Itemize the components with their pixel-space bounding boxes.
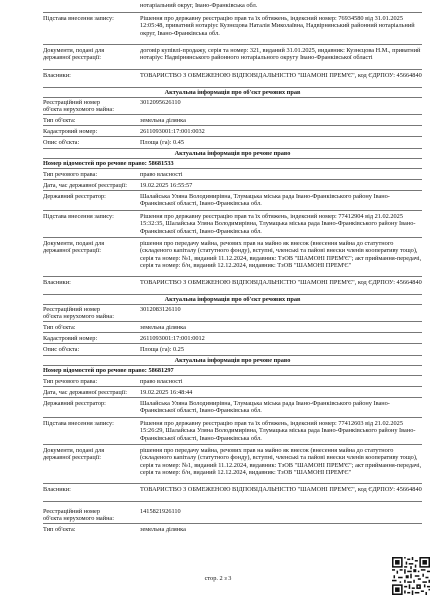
right-heading: Актуальна інформація про речове право [174,357,291,364]
object-type-label: Тип об'єкта: [43,117,76,124]
right-docs-label: Документи, подані для державної реєстрації: [43,447,105,462]
divider [43,483,422,484]
right-registrar-label: Державний реєстратор: [43,400,106,407]
divider [43,343,422,344]
basis-label: Підстава внесення запису: [43,15,114,22]
right-type-label: Тип речового права: [43,171,98,178]
right-record-number: Номер відомостей про речове право: 58681297 [43,367,174,374]
divider [43,136,422,137]
right-registrar-value: Шалайська Уляна Володимирівна, Тлумацька міська рада Івано-Франківського району Івано-Франківської області, Івано-Франківська обл. [140,400,390,415]
object-cad-label: Кадастровий номер: [43,335,98,342]
right-date-value: 19.02.2025 16:55:57 [140,182,193,189]
qr-code [392,557,430,595]
right-record-number: Номер відомостей про речове право: 58681533 [43,160,174,167]
divider [43,148,422,149]
right-docs-label: Документи, подані для державної реєстрації: [43,240,105,255]
divider [43,294,422,295]
object-reg-value: 1415821926110 [140,508,181,515]
right-basis-value: Рішення про державну реєстрацію прав та їх обтяжень, індексний номер: 77412904 від 21.02.2025 15:32:35, Шалайська Уляна Володимирівна, Тлумацька міська рада Івано-Франківського району Івано-Франківської області, Івано-Франківська обл. [140,213,416,235]
object-reg-value: 3012095626110 [140,99,181,106]
divider [43,386,422,387]
divider [43,501,422,502]
divider [43,276,422,277]
object-cad-value: 2611093001:17:001:0032 [140,128,205,135]
object-type-label: Тип об'єкта: [43,526,76,533]
divider [43,375,422,376]
divider [43,97,422,98]
right-docs-value: рішення про передачу майна, речових прав на майно як внесок (внесення майна до статутного (складеного капіталу (статутного фонду), вступні, членські та пайові внески членів кооперативу тощо), серія та номер: №1, виданий 11.12.2024, видавник: ТзОВ "ШАМОНІ ПРЕМ'Є"; акт приймання-передачі, серія та номер: б/н, виданий 12.12.2024, видавник: ТзОВ "ШАМОНІ ПРЕМ'Є" [140,447,422,476]
divider [43,417,422,418]
divider [43,158,422,159]
right-date-label: Дата, час державної реєстрації: [43,389,127,396]
right-date-value: 19.02.2025 16:48:44 [140,389,193,396]
docs-value: договір купівлі-продажу, серія та номер: 321, виданий 31.01.2025, видавник: Кузнєцова Н.М., приватний нотаріус Надвірнянського районного нотаріального округу Івано-Франківської області [140,47,421,62]
object-desc-value: Площа (га): 0.45 [140,139,184,146]
right-basis-label: Підстава внесення запису: [43,213,114,220]
divider [43,168,422,169]
right-owners-value: ТОВАРИСТВО З ОБМЕЖЕНОЮ ВІДПОВІДАЛЬНІСТЮ "ШАМОНІ ПРЕМ'Є", код ЄДРПОУ: 45664840 [140,486,422,493]
right-type-value: право власності [140,171,183,178]
divider [43,44,422,45]
object-type-value: земельна ділянка [140,324,186,331]
continuation-text: нотаріальний округ, Івано-Франківська обл. [140,2,258,9]
divider [43,332,422,333]
object-desc-value: Площа (га): 0.25 [140,346,184,353]
divider [43,365,422,366]
divider [43,304,422,305]
divider [43,190,422,191]
object-desc-label: Опис об'єкта: [43,346,80,353]
right-heading: Актуальна інформація про речове право [174,150,291,157]
divider [43,397,422,398]
divider [43,210,422,211]
right-registrar-label: Державний реєстратор: [43,193,106,200]
right-owners-label: Власники: [43,486,71,493]
object-reg-value: 3012083126110 [140,306,181,313]
right-owners-value: ТОВАРИСТВО З ОБМЕЖЕНОЮ ВІДПОВІДАЛЬНІСТЮ "ШАМОНІ ПРЕМ'Є", код ЄДРПОУ: 45664840 [140,279,422,286]
right-basis-label: Підстава внесення запису: [43,420,114,427]
divider [43,523,422,524]
object-type-value: земельна ділянка [140,526,186,533]
divider [43,12,422,13]
basis-value: Рішення про державну реєстрацію прав та їх обтяжень, індексний номер: 76934580 від 31.01.2025 12:05:48, приватний нотаріус Кузнєцова Наталія Миколаївна, Надвірнянський районний нотаріальний округ, Івано-Франківська обл. [140,15,415,37]
divider [43,114,422,115]
right-basis-value: Рішення про державну реєстрацію прав та їх обтяжень, індексний номер: 77412603 від 21.02.2025 15:26:29, Шалайська Уляна Володимирівна, Тлумацька міська рада Івано-Франківського району Івано-Франківської області, Івано-Франківська обл. [140,420,416,442]
right-docs-value: рішення про передачу майна, речових прав на майно як внесок (внесення майна до статутного (складеного капіталу (статутного фонду), вступні, членські та пайові внески членів кооперативу тощо), серія та номер: №1, виданий 11.12.2024, видавник: ТзОВ "ШАМОНІ ПРЕМ'Є"; акт приймання-передачі, серія та номер: б/н, виданий 12.12.2024, видавник: ТзОВ "ШАМОНІ ПРЕМ'Є" [140,240,422,269]
divider [43,179,422,180]
docs-label: Документи, подані для державної реєстрації: [43,47,105,62]
object-reg-label: Реєстраційний номер об'єкта нерухомого майна: [43,99,114,114]
divider [43,321,422,322]
right-date-label: Дата, час державної реєстрації: [43,182,127,189]
right-type-label: Тип речового права: [43,378,98,385]
divider [43,237,422,238]
right-registrar-value: Шалайська Уляна Володимирівна, Тлумацька міська рада Івано-Франківського району Івано-Франківської області, Івано-Франківська обл. [140,193,390,208]
divider [43,125,422,126]
object-heading: Актуальна інформація про об'єкт речових прав [164,296,301,303]
divider [43,87,422,88]
divider [43,444,422,445]
object-type-label: Тип об'єкта: [43,324,76,331]
object-type-value: земельна ділянка [140,117,186,124]
object-heading: Актуальна інформація про об'єкт речових прав [164,89,301,96]
owners-label: Власники: [43,72,71,79]
object-cad-label: Кадастровий номер: [43,128,98,135]
right-type-value: право власності [140,378,183,385]
object-desc-label: Опис об'єкта: [43,139,80,146]
right-owners-label: Власники: [43,279,71,286]
object-cad-value: 2611093001:17:001:0012 [140,335,205,342]
object-reg-label: Реєстраційний номер об'єкта нерухомого майна: [43,508,114,523]
owners-value: ТОВАРИСТВО З ОБМЕЖЕНОЮ ВІДПОВІДАЛЬНІСТЮ "ШАМОНІ ПРЕМ'Є", код ЄДРПОУ: 45664840 [140,72,422,79]
divider [43,355,422,356]
divider [43,69,422,70]
page-number: стор. 2 з 3 [204,575,232,582]
object-reg-label: Реєстраційний номер об'єкта нерухомого майна: [43,306,114,321]
